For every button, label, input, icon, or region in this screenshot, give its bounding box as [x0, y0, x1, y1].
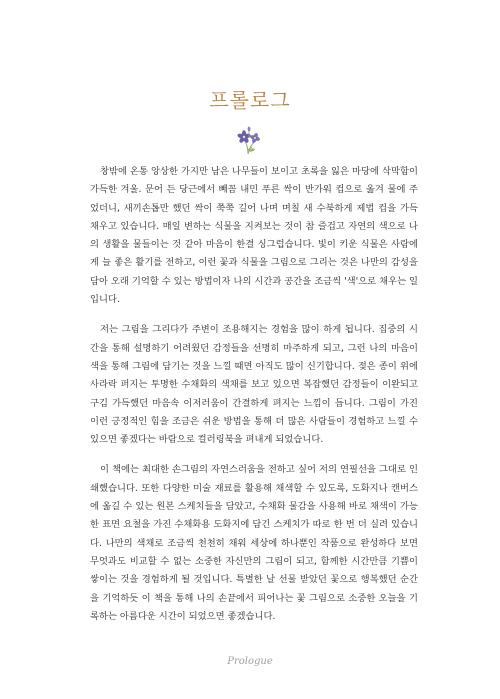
prologue-body — [90, 163, 418, 638]
paragraph: 저는 그림을 그리다가 주변이 조용해지는 경험을 많이 하게 됩니다. 집중의 시간을 통해 설명하기 어려웠던 감정들을 선명히 마주하게 되고, 그런 나의 마음이 색을 통해 그림에 담기는 것을 느낄 때면 아직도 많이 신기합니다. 젖은 종이 위에 사라락 퍼지는 투명한 수채화의 색채를 보고 있으면 복잡했던 감정들이 이완되고 구김 가득했던 마음속 이저러움이 간결하게 펴지는 느낌이 듭니다. 그림이 가진 이런 긍정적인 힘을 조금은 쉬운 방법을 통해 더 많은 사람들이 경험하고 느낄 수 있으면 좋겠다는 바람으로 컬러링북을 펴내게 되었습니다. — [90, 324, 418, 446]
paragraph: 이 책에는 최대한 손그림의 자연스러움을 전하고 싶어 저의 연필선을 그대로 인쇄했습니다. 또한 다양한 미술 재료를 활용해 채색할 수 있도록, 도화지나 캔버스에 옮길 수 있는 원본 스케치들을 담았고, 수채화 물감을 사용해 바로 채색이 가능한 표면 요철을 가진 수채화용 도화지에 담긴 스케치가 따로 한 번 더 실려 있습니다. 나만의 색채로 조금씩 천천히 채워 세상에 하나뿐인 작품으로 완성하다 보면 무엇과도 비교할 수 없는 소중한 자신만의 그림이 되고, 함께한 시간만큼 기쁨이 쌓이는 것을 경험하게 될 것입니다. 특별한 날 선물 받았던 꽃으로 행복했던 순간을 기억하듯 이 책을 통해 나의 손끝에서 피어나는 꽃 그림으로 소중한 오늘을 기록하는 아름다운 시간이 되었으면 좋겠습니다. — [90, 464, 418, 622]
paragraph: 창밖에 온통 앙상한 가지만 남은 나무들이 보이고 초록을 잃은 마당에 삭막함이 가득한 겨울. 문어 든 당근에서 빼꼼 내민 푸른 싹이 반가워 컵으로 옮겨 물에 주었더니, 새끼손톱만 했던 싹이 쭉쭉 길어 나며 며칠 새 수북하게 제법 컵을 가득 채우고 있습니다. 매일 변하는 식물을 지켜보는 것이 참 즐겁고 자연의 색으로 나의 생활을 물들이는 것 같아 마음이 한결 싱그럽습니다. 빛이 키운 식물은 사람에게 늘 좋은 활기를 전하고, 이런 꽃과 식물을 그림으로 그리는 것은 나만의 감성을 담아 오래 기억할 수 있는 방법이자 나의 시간과 공간을 조금씩 '색'으로 채우는 일입니다. — [90, 166, 418, 306]
page-title: 프롤로그 — [209, 88, 291, 112]
footer-label: Prologue — [227, 656, 273, 667]
flower-icon — [234, 124, 264, 156]
